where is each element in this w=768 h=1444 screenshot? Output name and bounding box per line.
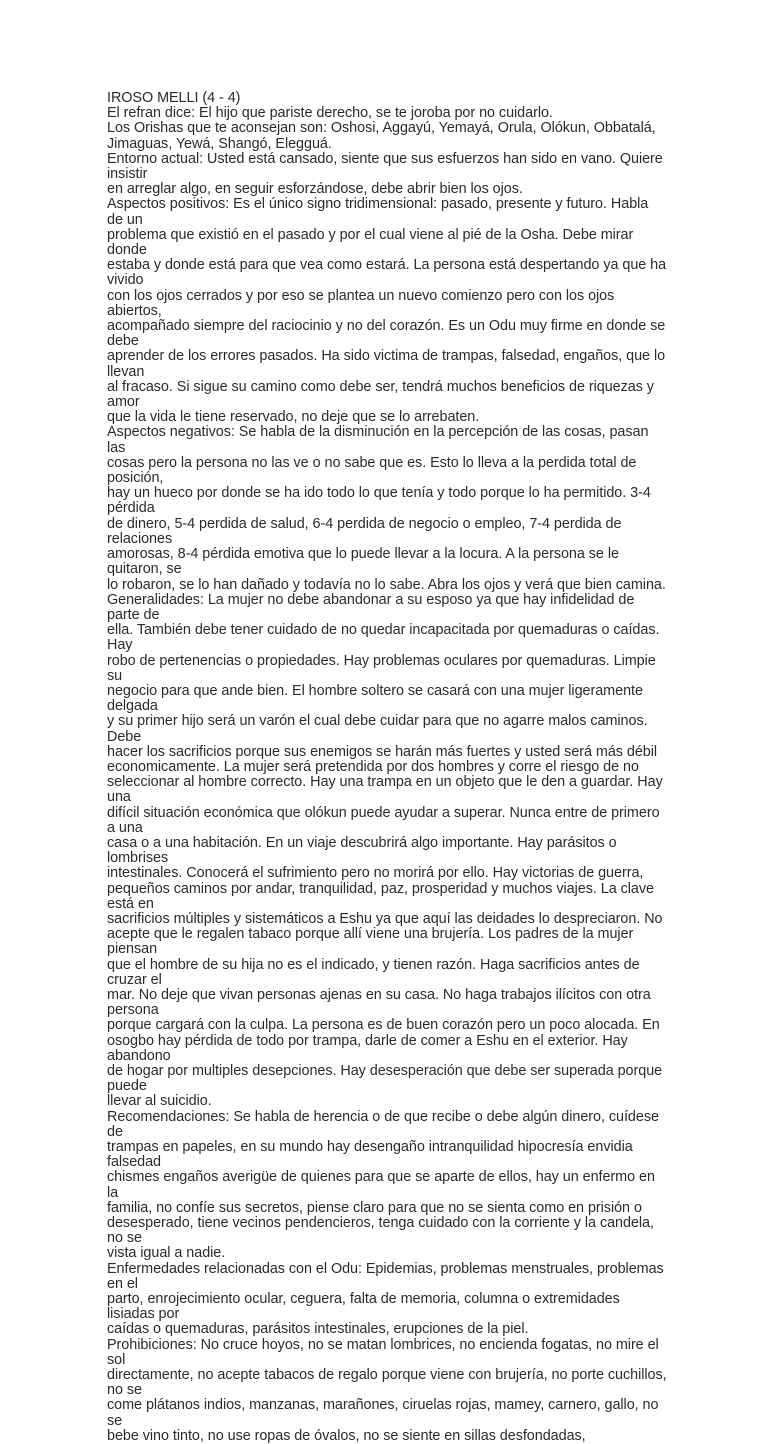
recommendations-paragraph: Recomendaciones: Se habla de herencia o de que recibe o debe algún dinero, cuídese de trampas en papeles, en su mundo hay desengaño intranquilidad hipocresía envidia falsedad chismes engaños averigüe de quienes para que se aparte de ellos, hay un enfermo en la familia, no confíe sus secretos, piense claro para que no se sienta como en prisión o desesperado, tiene vecinos pendencieros, tenga cuidado con la corriente y la candela, no se vista igual a nadie. <box>107 1108 659 1262</box>
document-page <box>107 91 667 1444</box>
current-environment-paragraph: Entorno actual: Usted está cansado, siente que sus esfuerzos han sido en vano. Quiere insistir en arreglar algo, en seguir esforzándose, debe abrir bien los ojos. <box>107 150 663 198</box>
positive-aspects-paragraph: Aspectos positivos: Es el único signo tridimensional: pasado, presente y futuro. Habla de un problema que existió en el pasado y por el cual viene al pié de la Osha. Debe mirar donde estaba y donde está para que vea como estará. La persona está despertando ya que ha vivido con los ojos cerrados y por eso se plantea un nuevo comienzo pero con los ojos abiertos, acompañado siempre del raciocinio y no del corazón. Es un Odu muy firme en donde se debe aprender de los errores pasados. Ha sido victima de trampas, falsedad, engaños, que lo llevan al fracaso. Si sigue su camino como debe ser, tendrá muchos beneficios de riquezas y amor que la vida le tiene reservado, no deje que se lo arrebaten. <box>107 196 667 426</box>
diseases-paragraph: Enfermedades relacionadas con el Odu: Epidemias, problemas menstruales, problemas en el parto, enrojecimiento ocular, ceguera, falta de memoria, columna o extremidades lisiadas por caídas o quemaduras, parásitos intestinales, erupciones de la piel. <box>107 1260 664 1338</box>
document-title: IROSO MELLI (4 - 4) <box>107 90 241 106</box>
generalities-paragraph: Generalidades: La mujer no debe abandonar a su esposo ya que hay infidelidad de parte de ella. También debe tener cuidado de no quedar incapacitada por quemaduras o caídas. Hay robo de pertenencias o propiedades. Hay problemas oculares por quemaduras. Limpie su negocio para que ande bien. El hombre soltero se casará con una mujer ligeramente delgada y su primer hijo será un varón el cual debe cuidar para que no agarre malos caminos. Debe hacer los sacrificios porque sus enemigos se harán más fuertes y usted será más débil economicamente. La mujer será pretendida por dos hombres y corre el riesgo de no seleccionar al hombre correcto. Hay una trampa en un objeto que le den a guardar. Hay una difícil situación económica que olókun puede ayudar a superar. Nunca entre de primero a una casa o a una habitación. En un viaje descubrirá algo importante. Hay parásitos o lombrises intestinales. Conocerá el sufrimiento pero no morirá por ello. Hay victorias de guerra, pequeños caminos por andar, tranquilidad, paz, prosperidad y muchos viajes. La clave está en sacrificios múltiples y sistemáticos a Eshu ya que aquí las deidades lo despreciaron. No acepte que le regalen tabaco porque allí viene una brujería. Los padres de la mujer piensan que el hombre de su hija no es el indicado, y tienen razón. Haga sacrificios antes de cruzar el mar. No deje que vivan personas ajenas en su casa. No haga trabajos ilícitos con otra persona porque cargará con la culpa. La persona es de buen corazón pero un poco alocada. En osogbo hay pérdida de todo por trampa, darle de comer a Eshu en el exterior. Hay abandono de hogar por multiples desepciones. Hay desesperación que debe ser superada porque puede llevar al suicidio. <box>107 591 663 1110</box>
proverb-paragraph: El refran dice: El hijo que pariste derecho, se te joroba por no cuidarlo. <box>107 105 553 122</box>
orishas-paragraph: Los Orishas que te aconsejan son: Oshosi, Aggayú, Yemayá, Orula, Olókun, Obbatalá, Jimaguas, Yewá, Shangó, Elegguá. <box>107 120 656 152</box>
prohibitions-paragraph: Prohibiciones: No cruce hoyos, no se matan lombrices, no encienda fogatas, no mire el sol directamente, no acepte tabacos de regalo porque viene con brujería, no porte cuchillos, no se come plátanos indios, manzanas, marañones, ciruelas rojas, mamey, carnero, gallo, no se bebe vino tinto, no use ropas de óvalos, no se siente en sillas desfondadas, <box>107 1336 667 1444</box>
negative-aspects-paragraph: Aspectos negativos: Se habla de la disminución en la percepción de las cosas, pasan las cosas pero la persona no las ve o no sabe que es. Esto lo lleva a la perdida total de posición, hay un hueco por donde se ha ido todo lo que tenía y todo porque lo ha permitido. 3-4 pérdida de dinero, 5-4 perdida de salud, 6-4 perdida de negocio o empleo, 7-4 perdida de relaciones amorosas, 8-4 pérdida emotiva que lo puede llevar a la locura. A la persona se le quitaron, se lo robaron, se lo han dañado y todavía no lo sabe. Abra los ojos y verá que bien camina. <box>107 424 666 593</box>
